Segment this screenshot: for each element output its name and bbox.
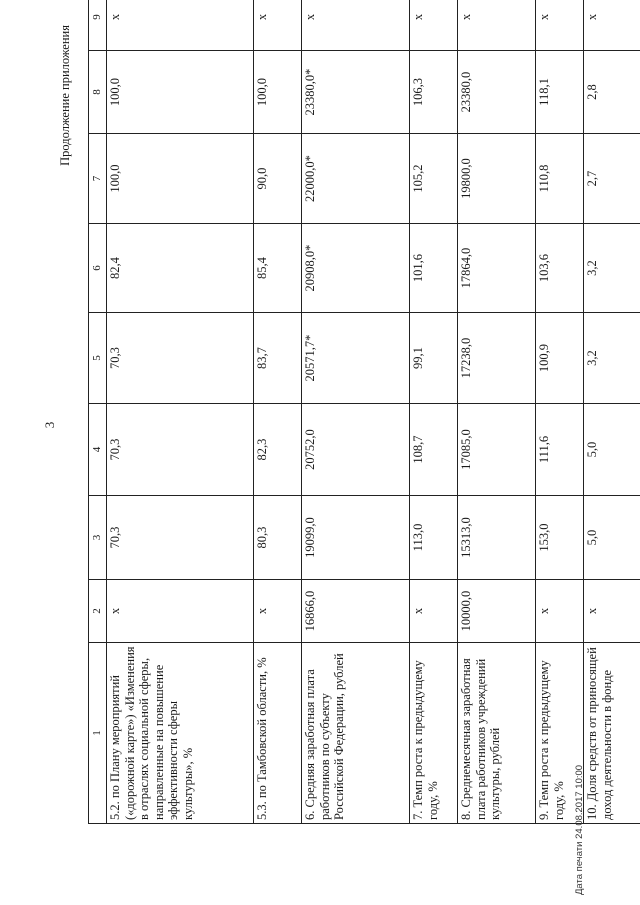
value-cell: 111,6 [536,404,584,496]
value-cell: 100,0 [107,134,254,224]
table-row [458,0,536,824]
value-cell: x [584,580,640,643]
value-cell: 113,0 [410,496,458,580]
value-cell: 99,1 [410,313,458,404]
value-cell: x [107,0,254,51]
row-label-cell: 9. Темп роста к предыдущему году, % [536,643,584,824]
table-row [254,0,302,824]
value-cell: 82,4 [107,224,254,313]
value-cell: 100,0 [107,51,254,134]
value-cell: 118,1 [536,51,584,134]
value-cell: 20752,0 [302,404,410,496]
row-label-cell: 7. Темп роста к предыдущему году, % [410,643,458,824]
value-cell: 82,3 [254,404,302,496]
value-cell: 23380,0 [458,51,536,134]
value-cell: x [536,0,584,51]
row-label-cell: 8. Среднемесячная заработная плата работников учреждений культуры, рублей [458,643,536,824]
row-label-cell: 6. Средняя заработная плата работников по субъекту Российской Федерации, рублей [302,643,410,824]
header-cell: 8 [89,51,107,134]
value-cell: x [536,580,584,643]
value-cell: 103,6 [536,224,584,313]
value-cell: 15313,0 [458,496,536,580]
value-cell: x [302,0,410,51]
value-cell: 16866,0 [302,580,410,643]
value-cell: 22000,0* [302,134,410,224]
table-row [302,0,410,824]
print-date: Дата печати 24.08.2017 10:00 [574,764,585,895]
value-cell: 110,8 [536,134,584,224]
value-cell: x [254,0,302,51]
header-cell: 2 [89,580,107,643]
value-cell: x [584,0,640,51]
value-cell: x [254,580,302,643]
value-cell: 100,0 [254,51,302,134]
value-cell: 70,3 [107,496,254,580]
value-cell: 3,2 [584,313,640,404]
value-cell: 23380,0* [302,51,410,134]
value-cell: x [107,580,254,643]
value-cell: 3,2 [584,224,640,313]
table-header-row [89,0,107,824]
value-cell: 70,3 [107,313,254,404]
header-cell: 4 [89,404,107,496]
value-cell: 106,3 [410,51,458,134]
row-label-cell: 10. Доля средств от приносящей доход деятельности в фонде [584,643,640,824]
header-cell: 3 [89,496,107,580]
value-cell: 17864,0 [458,224,536,313]
table-row [410,0,458,824]
page-number: 3 [42,421,57,429]
value-cell: 2,8 [584,51,640,134]
value-cell: x [410,0,458,51]
value-cell: 70,3 [107,404,254,496]
value-cell: 20571,7* [302,313,410,404]
row-label-cell: 5.3. по Тамбовской области, % [254,643,302,824]
header-cell: 7 [89,134,107,224]
table-row [584,0,640,824]
value-cell: 108,7 [410,404,458,496]
value-cell: 5,0 [584,496,640,580]
header-cell: 6 [89,224,107,313]
value-cell: 153,0 [536,496,584,580]
value-cell: 85,4 [254,224,302,313]
row-label-cell: 5.2. по Плану мероприятий («дорожной карте») «Изменения в отраслях социальной сферы, направленные на повышение эффективности сферы культуры», % [107,643,254,824]
value-cell: 83,7 [254,313,302,404]
value-cell: 10000,0 [458,580,536,643]
value-cell: 20908,0* [302,224,410,313]
value-cell: 105,2 [410,134,458,224]
header-cell: 9 [89,0,107,51]
continuation-label: Продолжение приложения [58,25,72,166]
header-cell: 1 [89,643,107,824]
value-cell: 5,0 [584,404,640,496]
value-cell: 19099,0 [302,496,410,580]
value-cell: 17238,0 [458,313,536,404]
value-cell: x [458,0,536,51]
value-cell: 2,7 [584,134,640,224]
value-cell: 101,6 [410,224,458,313]
value-cell: 80,3 [254,496,302,580]
table-row [107,0,254,824]
value-cell: 90,0 [254,134,302,224]
value-cell: 19800,0 [458,134,536,224]
value-cell: 17085,0 [458,404,536,496]
value-cell: 100,9 [536,313,584,404]
value-cell: x [410,580,458,643]
data-table [88,0,640,824]
header-cell: 5 [89,313,107,404]
